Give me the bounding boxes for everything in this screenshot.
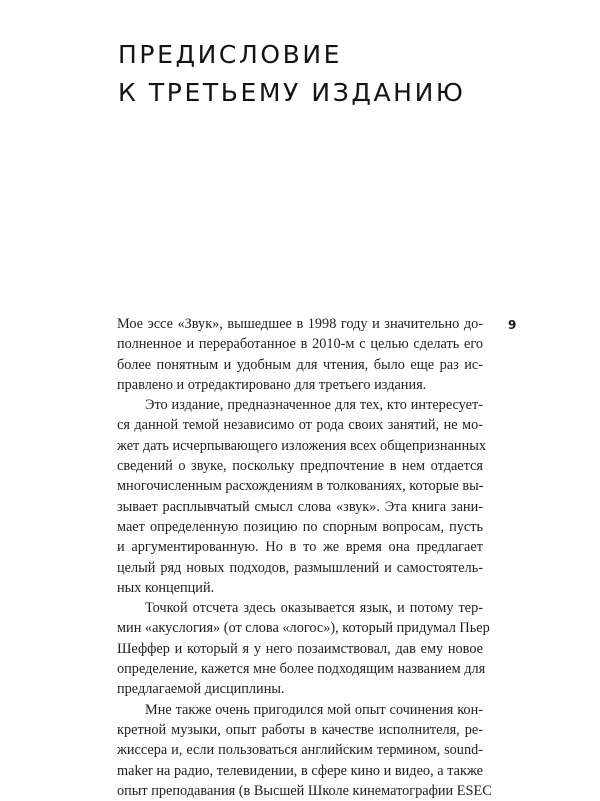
chapter-heading-line-2: К ТРЕТЬЕМУ ИЗДАНИЮ — [118, 78, 466, 107]
text-line: определение, кажется мне более подходящим названием для — [117, 661, 486, 678]
text-line: Точкой отсчета здесь оказывается язык, и потому тер- — [145, 600, 483, 617]
chapter-heading-line-1: ПРЕДИСЛОВИЕ — [118, 40, 343, 69]
text-line: сведений о звуке, поскольку предпочтение в нем отдается — [117, 458, 483, 475]
body-text — [117, 314, 492, 801]
paragraph — [117, 395, 486, 598]
text-line: правлено и отредактировано для третьего издания. — [117, 376, 427, 393]
text-line: Мне также очень пригодился мой опыт сочинения кон- — [145, 701, 483, 718]
text-line: maker на радио, телевидении, в сфере кино и видео, а также — [117, 762, 483, 779]
text-line: более понятным и удобным для чтения, было еще раз ис- — [117, 356, 483, 373]
text-line: мин «акуслогия» (от слова «логос»), который придумал Пьер — [117, 620, 490, 637]
paragraph — [117, 314, 483, 395]
paragraph — [117, 598, 490, 699]
text-line: мает определенную позицию по спорным вопросам, пусть — [117, 518, 483, 535]
text-line: кретной музыки, опыт работы в качестве исполнителя, ре- — [117, 721, 483, 738]
text-line: жет дать исчерпывающего изложения всех общепризнанных — [117, 437, 486, 454]
chapter-heading — [118, 36, 465, 112]
text-line: полненное и переработанное в 2010-м с целью сделать его — [117, 336, 483, 353]
text-line: предлагаемой дисциплины. — [117, 681, 285, 698]
text-line: многочисленным расхождениям в толкованиях, которые вы- — [117, 478, 484, 495]
text-line: жиссера и, если пользоваться английским термином, sound- — [117, 742, 483, 759]
text-line: Мое эссе «Звук», вышедшее в 1998 году и значительно до- — [117, 316, 483, 332]
text-line: ных концепций. — [117, 579, 215, 596]
text-line: Шеффер и который я у него позаимствовал, дав ему новое — [117, 640, 483, 657]
text-line: зывает расплывчатый смысл слова «звук». Эта книга зани- — [117, 498, 483, 515]
text-line: и аргументированную. Но в то же время она предлагает — [117, 539, 483, 556]
text-line: целый ряд новых подходов, размышлений и самостоятель- — [117, 559, 483, 576]
text-line: ся данной темой независимо от рода своих занятий, не мо- — [117, 417, 483, 434]
paragraph — [117, 700, 492, 801]
text-line: опыт преподавания (в Высшей Школе кинематографии ESEC — [117, 782, 492, 799]
page-number: 9 — [508, 318, 517, 332]
text-line: Это издание, предназначенное для тех, кто интересует- — [145, 397, 483, 414]
